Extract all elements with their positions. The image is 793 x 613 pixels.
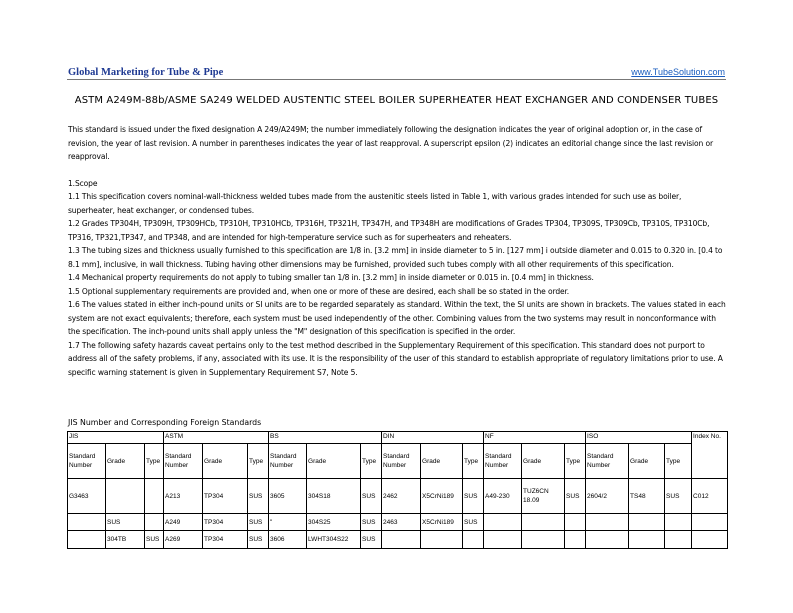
col-grade: Grade bbox=[307, 444, 361, 479]
table-cell: SUS bbox=[248, 479, 269, 514]
table-cell bbox=[382, 531, 421, 549]
document-title: ASTM A249M-88b/ASME SA249 WELDED AUSTENTIC STEEL BOILER SUPERHEATER HEAT EXCHANGER AND CONDENSER TUBES bbox=[74, 95, 719, 106]
table-cell: 2463 bbox=[382, 514, 421, 531]
table-cell bbox=[463, 531, 484, 549]
table-cell: 3606 bbox=[269, 531, 307, 549]
col-grade: Grade bbox=[522, 444, 565, 479]
table-cell: TP304 bbox=[203, 514, 248, 531]
col-type: Type bbox=[463, 444, 484, 479]
col-grade: Grade bbox=[629, 444, 665, 479]
table-cell: SUS bbox=[361, 514, 382, 531]
group-jis: JIS bbox=[68, 432, 164, 444]
group-din: DIN bbox=[382, 432, 484, 444]
table-cell bbox=[586, 514, 629, 531]
table-column-header-row bbox=[68, 444, 728, 479]
table-cell: 304S18 bbox=[307, 479, 361, 514]
table-cell: A49-230 bbox=[484, 479, 522, 514]
scope-heading: 1.Scope bbox=[68, 178, 98, 188]
table-cell: SUS bbox=[361, 479, 382, 514]
scope-1-2: 1.2 Grades TP304H, TP309H, TP309HCb, TP310H, TP310HCb, TP316H, TP321H, TP347H, and TP348H are modifications of Grades TP304, TP309S, TP309Cb, TP310S, TP310Cb, TP316, TP321,TP347, and TP348, and are intended for high-temperature service such as for superheaters and reheaters. bbox=[68, 219, 710, 242]
table-cell bbox=[692, 514, 728, 531]
col-type: Type bbox=[665, 444, 692, 479]
col-standard-number: Standard Number bbox=[164, 444, 203, 479]
group-nf: NF bbox=[484, 432, 586, 444]
col-standard-number: Standard Number bbox=[586, 444, 629, 479]
table-cell bbox=[565, 514, 586, 531]
table-cell bbox=[565, 531, 586, 549]
group-astm: ASTM bbox=[164, 432, 269, 444]
table-cell: SUS bbox=[565, 479, 586, 514]
table-cell bbox=[68, 531, 106, 549]
table-cell: " bbox=[269, 514, 307, 531]
scope-1-6: 1.6 The values stated in either inch-pound units or SI units are to be regarded separately as standard. Within the text, the SI units are shown in brackets. The values stated in each system are not exact equivalents; therefore, each system must be used independently of the other. Combining values from the two systems may result in nonconformance with the specification. The inch-pound units shall apply unless the "M" designation of this specification is specified in the order. bbox=[68, 300, 726, 336]
table-cell: TP304 bbox=[203, 531, 248, 549]
intro-paragraph: This standard is issued under the fixed designation A 249/A249M; the number immediately following the designation indicates the year of original adoption or, in the case of revision, the year of last revision. A number in parentheses indicates the year of last reapproval. A superscript epsilon (2) indicates an editorial change since the last revision or reapproval. bbox=[68, 125, 713, 161]
table-cell bbox=[692, 531, 728, 549]
table-row bbox=[68, 479, 728, 514]
col-type: Type bbox=[361, 444, 382, 479]
table-cell: LWHT304S22 bbox=[307, 531, 361, 549]
standards-table bbox=[67, 431, 728, 549]
group-bs: BS bbox=[269, 432, 382, 444]
table-cell: TS48 bbox=[629, 479, 665, 514]
table-row bbox=[68, 514, 728, 531]
table-cell: SUS bbox=[145, 531, 164, 549]
table-cell bbox=[522, 531, 565, 549]
scope-1-1: 1.1 This specification covers nominal-wall-thickness welded tubes made from the austenitic steels listed in Table 1, with various grades intended for such use as boiler, superheater, heat exchanger, or condensed tubes. bbox=[68, 192, 682, 215]
table-cell: SUS bbox=[248, 514, 269, 531]
table-cell: SUS bbox=[248, 531, 269, 549]
table-row bbox=[68, 531, 728, 549]
col-standard-number: Standard Number bbox=[484, 444, 522, 479]
header-divider bbox=[67, 79, 726, 80]
table-cell bbox=[484, 531, 522, 549]
scope-1-7: 1.7 The following safety hazards caveat pertains only to the test method described in the Supplementary Requirement of this specification. This standard does not purport to address all of the safety problems, if any, associated with its use. It is the responsibility of the user of this standard to establish appropriate of regulatory limitations prior to use. A specific warning statement is given in Supplementary Requirement S7, Note 5. bbox=[68, 340, 723, 377]
table-cell bbox=[522, 514, 565, 531]
table-cell bbox=[665, 531, 692, 549]
table-cell: 3605 bbox=[269, 479, 307, 514]
scope-1-5: 1.5 Optional supplementary requirements are provided and, when one or more of these are desired, each shall be so stated in the order. bbox=[68, 286, 570, 296]
table-cell: 304S25 bbox=[307, 514, 361, 531]
table-cell: TP304 bbox=[203, 479, 248, 514]
col-grade: Grade bbox=[421, 444, 463, 479]
scope-1-4: 1.4 Mechanical property requirements do not apply to tubing smaller tan 1/8 in. [3.2 mm] in inside diameter or 0.015 in. [0.4 mm] in thickness. bbox=[68, 273, 594, 282]
table-cell: C012 bbox=[692, 479, 728, 514]
table-cell: SUS bbox=[106, 514, 145, 531]
table-cell: SUS bbox=[361, 531, 382, 549]
group-iso: ISO bbox=[586, 432, 692, 444]
table-cell bbox=[106, 479, 145, 514]
table-cell bbox=[665, 514, 692, 531]
table-cell: 2462 bbox=[382, 479, 421, 514]
index-no-header: Index No. bbox=[692, 432, 728, 479]
table-cell: G3463 bbox=[68, 479, 106, 514]
table-cell bbox=[586, 531, 629, 549]
table-group-header-row bbox=[68, 432, 728, 444]
table-cell bbox=[484, 514, 522, 531]
col-type: Type bbox=[565, 444, 586, 479]
table-cell bbox=[421, 531, 463, 549]
col-type: Type bbox=[248, 444, 269, 479]
table-cell bbox=[145, 514, 164, 531]
scope-1-3: 1.3 The tubing sizes and thickness usually furnished to this specification are 1/8 in. [3.2 mm] in inside diameter to 5 in. [127 mm] i outside diameter and 0.015 to 0.320 in. [0.4 to 8.1 mm], inclusive, in wall thickness. Tubing having other dimensions may be furnished, provided such tubes comply with all other requirements of this specification. bbox=[68, 246, 723, 269]
table-cell: SUS bbox=[463, 479, 484, 514]
table-cell: 304TB bbox=[106, 531, 145, 549]
table-cell: TUZ6CN 18.09 bbox=[522, 479, 565, 514]
company-name: Global Marketing for Tube & Pipe bbox=[68, 67, 224, 78]
col-grade: Grade bbox=[203, 444, 248, 479]
col-standard-number: Standard Number bbox=[382, 444, 421, 479]
table-cell: A269 bbox=[164, 531, 203, 549]
table-cell: SUS bbox=[463, 514, 484, 531]
table-cell bbox=[68, 514, 106, 531]
table-cell: SUS bbox=[665, 479, 692, 514]
table-cell bbox=[629, 531, 665, 549]
col-type: Type bbox=[145, 444, 164, 479]
table-cell bbox=[145, 479, 164, 514]
table-cell bbox=[629, 514, 665, 531]
website-link[interactable]: www.TubeSolution.com bbox=[631, 67, 725, 77]
table-cell: A249 bbox=[164, 514, 203, 531]
table-cell: X5CrNi189 bbox=[421, 514, 463, 531]
col-standard-number: Standard Number bbox=[68, 444, 106, 479]
table-cell: A213 bbox=[164, 479, 203, 514]
col-grade: Grade bbox=[106, 444, 145, 479]
table-cell: 2604/2 bbox=[586, 479, 629, 514]
table-caption: JIS Number and Corresponding Foreign Standards bbox=[68, 418, 262, 427]
document-body bbox=[68, 123, 728, 379]
table-cell: X5CrNi189 bbox=[421, 479, 463, 514]
col-standard-number: Standard Number bbox=[269, 444, 307, 479]
